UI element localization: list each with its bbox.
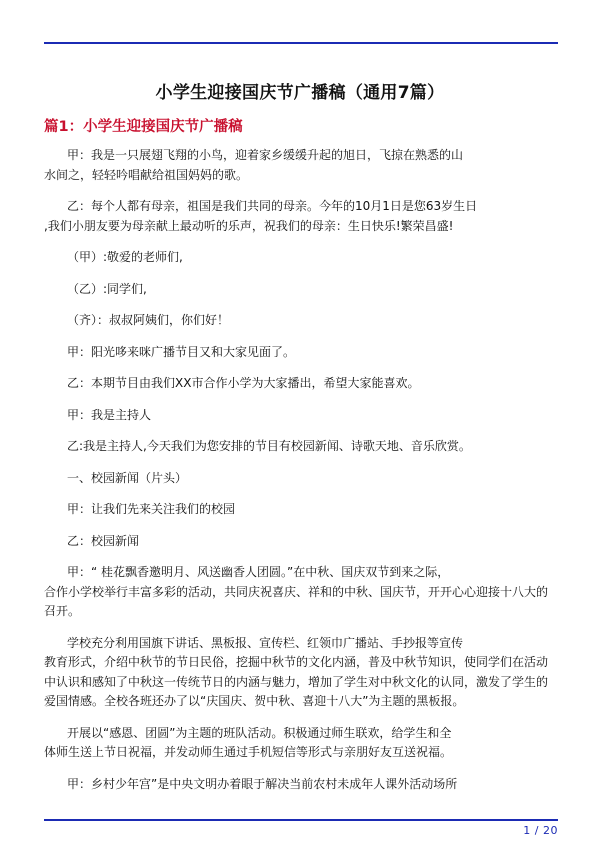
paragraph-line: 甲：让我们先来关注我们的校园 [67, 502, 236, 516]
paragraph-line: 水间之，轻轻吟唱献给祖国妈妈的歌。 [44, 167, 249, 182]
paragraph-line: 开展以“感恩、团圆”为主题的班队活动。积极通过师生联欢，给学生和全 [67, 725, 452, 740]
paragraph [44, 343, 558, 363]
paragraph-line: 甲：我是一只展翅飞翔的小鸟，迎着家乡缓缓升起的旭日，飞掠在熟悉的山 [67, 148, 464, 162]
paragraph-line: 一、校园新闻（片头） [67, 470, 188, 485]
paragraph-line: 甲：乡村少年宫”是中央文明办着眼于解决当前农村未成年人课外活动场所 [67, 776, 458, 791]
paragraph-line: 乙:我是主持人,今天我们为您安排的节目有校园新闻、诗歌天地、音乐欣赏。 [67, 439, 471, 453]
paragraph [44, 374, 558, 394]
footer-rule [44, 819, 558, 821]
paragraph-line: 学校充分利用国旗下讲话、黑板报、宣传栏、红领巾广播站、手抄报等宣传 [67, 635, 464, 650]
paragraph-line: （齐）：叔叔阿姨们，你们好！ [67, 313, 230, 327]
paragraph-line: （乙）:同学们, [67, 281, 147, 296]
paragraph-line: 教育形式，介绍中秋节的节日民俗，挖掘中秋节的文化内涵，普及中秋节知识，使同学们在活动 [44, 655, 549, 669]
paragraph-line: 乙：每个人都有母亲，祖国是我们共同的母亲。今年的10月1日是您63岁生日 [67, 199, 478, 213]
paragraph [44, 248, 558, 268]
paragraph-line: 体师生送上节日祝福，并发动师生通过手机短信等形式与亲朋好友互送祝福。 [44, 745, 453, 759]
paragraph-line: 甲：我是主持人 [67, 407, 152, 422]
paragraph [44, 634, 558, 712]
paragraph-line: 甲：“ 桂花飘香邀明月、风送幽香人团圆。”在中秋、国庆双节到来之际， [67, 565, 450, 579]
paragraph [44, 532, 558, 552]
section-heading: 篇1：小学生迎接国庆节广播稿 [44, 119, 243, 135]
paragraph [44, 406, 558, 426]
paragraph-line: 乙：本期节目由我们XX市合作小学为大家播出，希望大家能喜欢。 [67, 376, 420, 390]
document-title: 小学生迎接国庆节广播稿（通用7篇） [155, 83, 445, 103]
paragraph-line: 甲：阳光哆来咪广播节目又和大家见面了。 [67, 344, 296, 359]
paragraph [44, 724, 558, 763]
paragraph [44, 280, 558, 300]
paragraph [44, 437, 558, 457]
paragraph-line: 召开。 [44, 604, 81, 618]
paragraph [44, 469, 558, 489]
paragraph-line: 乙：校园新闻 [67, 533, 140, 548]
paragraph-line: 爱国情感。全校各班还办了以“庆国庆、贺中秋、喜迎十八大”为主题的黑板报。 [44, 694, 465, 708]
paragraph-line: 中认识和感知了中秋这一传统节日的内涵与魅力，增加了学生对中秋文化的认同，激发了学生的 [44, 674, 549, 689]
document-body [44, 146, 558, 806]
paragraph [44, 197, 558, 236]
paragraph-line: （甲）:敬爱的老师们, [67, 250, 183, 264]
paragraph [44, 563, 558, 622]
paragraph-line: ,我们小朋友要为母亲献上最动听的乐声，祝我们的母亲：生日快乐!繁荣昌盛! [44, 218, 454, 233]
page-number: 1 / 20 [523, 824, 558, 837]
paragraph [44, 311, 558, 331]
paragraph [44, 146, 558, 185]
paragraph-line: 合作小学校举行丰富多彩的活动，共同庆祝喜庆、祥和的中秋、国庆节，开开心心迎接十八大的 [44, 584, 549, 599]
paragraph [44, 775, 558, 795]
header-rule [44, 42, 558, 44]
paragraph [44, 500, 558, 520]
